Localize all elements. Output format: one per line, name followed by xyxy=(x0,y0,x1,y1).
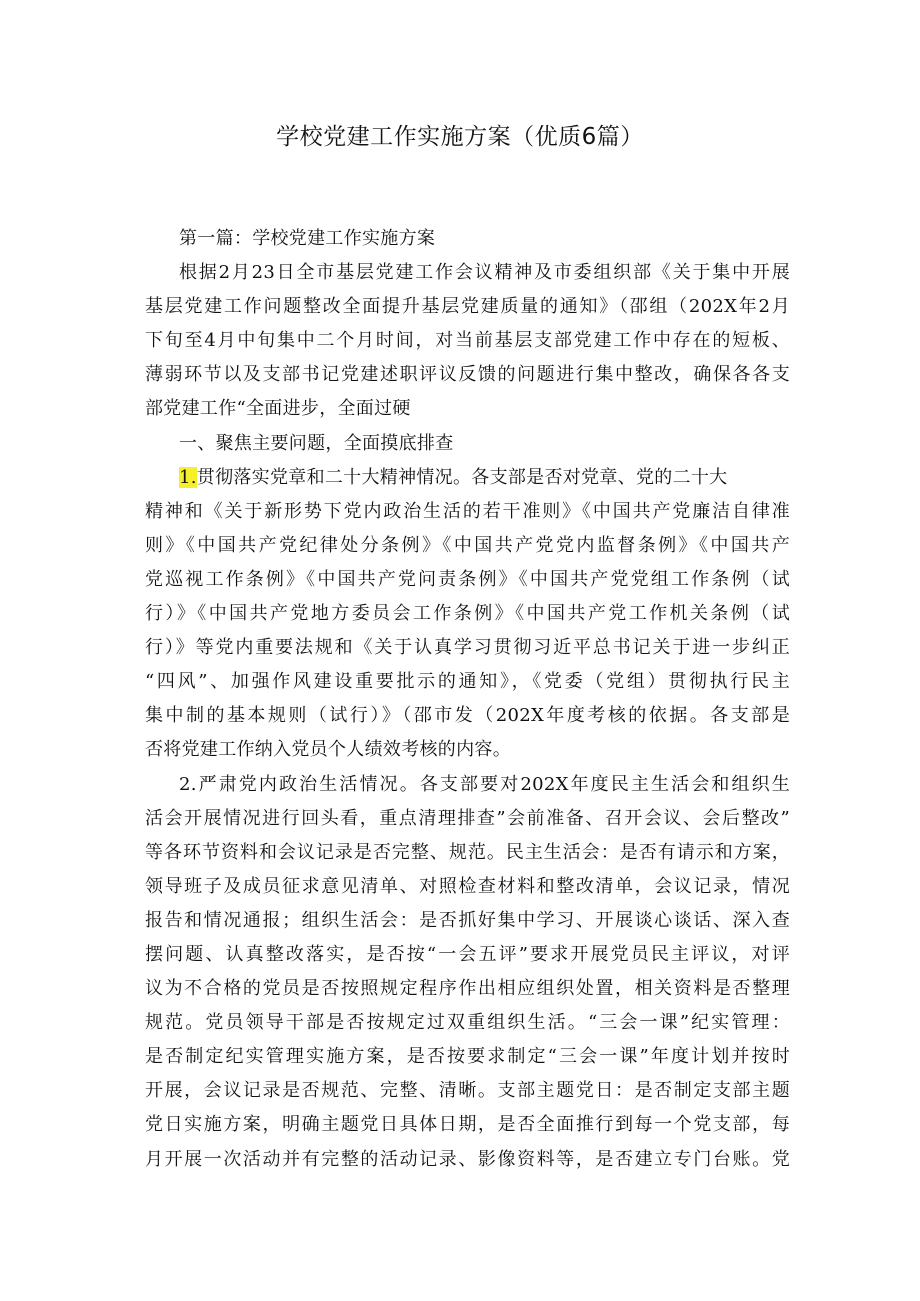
item2-line: 规范。党员领导干部是否按规定过双重组织生活。“三会一课”纪实管理： xyxy=(145,1012,790,1034)
item1-line: 否将党建工作纳入党员个人绩效考核的内容。 xyxy=(145,739,511,761)
item1-line: 集中制的基本规则（试行）》（邵市发（202X年度考核的依据。各支部是 xyxy=(145,705,790,727)
intro-line: 根据2月23日全市基层党建工作会议精神及市委组织部《关于集中开展 xyxy=(179,262,790,284)
document-title: 学校党建工作实施方案（优质6篇） xyxy=(276,124,644,150)
item1-line: 则》《中国共产党纪律处分条例》《中国共产党党内监督条例》《中国共产 xyxy=(145,534,790,556)
item2-line: 摆问题、认真整改落实，是否按“一会五评”要求开展党员民主评议，对评 xyxy=(145,943,790,965)
item2-line: 等各环节资料和会议记录是否完整、规范。民主生活会：是否有请示和方案， xyxy=(145,841,790,863)
item2-line: 是否制定纪实管理实施方案，是否按要求制定“三会一课”年度计划并按时 xyxy=(145,1046,790,1068)
item1-line: 行）》《中国共产党地方委员会工作条例》《中国共产党工作机关条例（试 xyxy=(145,603,790,625)
highlighted-number: 1. xyxy=(179,466,197,488)
item2-line: 开展，会议记录是否规范、完整、清晰。支部主题党日：是否制定支部主题 xyxy=(145,1080,790,1102)
item2-line: 月开展一次活动并有完整的活动记录、影像资料等，是否建立专门台账。党 xyxy=(145,1148,790,1170)
item1-line: 行）》等党内重要法规和《关于认真学习贯彻习近平总书记关于进一步纠正 xyxy=(145,637,790,659)
intro-line: 薄弱环节以及支部书记党建述职评议反馈的问题进行集中整改，确保各各支 xyxy=(145,364,790,386)
item1-first-text: 贯彻落实党章和二十大精神情况。各支部是否对党章、党的二十大 xyxy=(196,466,728,488)
item2-first-line: 2.严肃党内政治生活情况。各支部要对202X年度民主生活会和组织生 xyxy=(179,773,790,795)
item2-line: 党日实施方案，明确主题党日具体日期，是否全面推行到每一个党支部，每 xyxy=(145,1114,790,1136)
item2-line: 活会开展情况进行回头看，重点清理排查”会前准备、召开会议、会后整改” xyxy=(145,807,790,829)
item2-line: 报告和情况通报；组织生活会：是否抓好集中学习、开展谈心谈话、深入查 xyxy=(145,909,790,931)
document-body xyxy=(145,222,790,1177)
item1-line: “四风”、加强作风建设重要批示的通知》，《党委（党组）贯彻执行民主 xyxy=(145,671,790,693)
intro-line: 基层党建工作问题整改全面提升基层党建质量的通知》（邵组（202X年2月 xyxy=(145,296,790,318)
item2-line: 领导班子及成员征求意见清单、对照检查材料和整改清单，会议记录，情况 xyxy=(145,875,790,897)
intro-line: 下旬至4月中旬集中二个月时间，对当前基层支部党建工作中存在的短板、 xyxy=(145,330,790,352)
item1-first-line xyxy=(145,461,790,495)
intro-line: 部党建工作“全面进步，全面过硬 xyxy=(145,398,411,420)
subheading: 一、聚焦主要问题，全面摸底排查 xyxy=(179,432,454,454)
item1-line: 党巡视工作条例》《中国共产党问责条例》《中国共产党党组工作条例（试 xyxy=(145,568,790,590)
section-heading: 第一篇：学校党建工作实施方案 xyxy=(179,228,436,249)
item1-line: 精神和《关于新形势下党内政治生活的若干准则》《中国共产党廉洁自律准 xyxy=(145,500,790,522)
item2-line: 议为不合格的党员是否按照规定程序作出相应组织处置，相关资料是否整理 xyxy=(145,978,790,1000)
